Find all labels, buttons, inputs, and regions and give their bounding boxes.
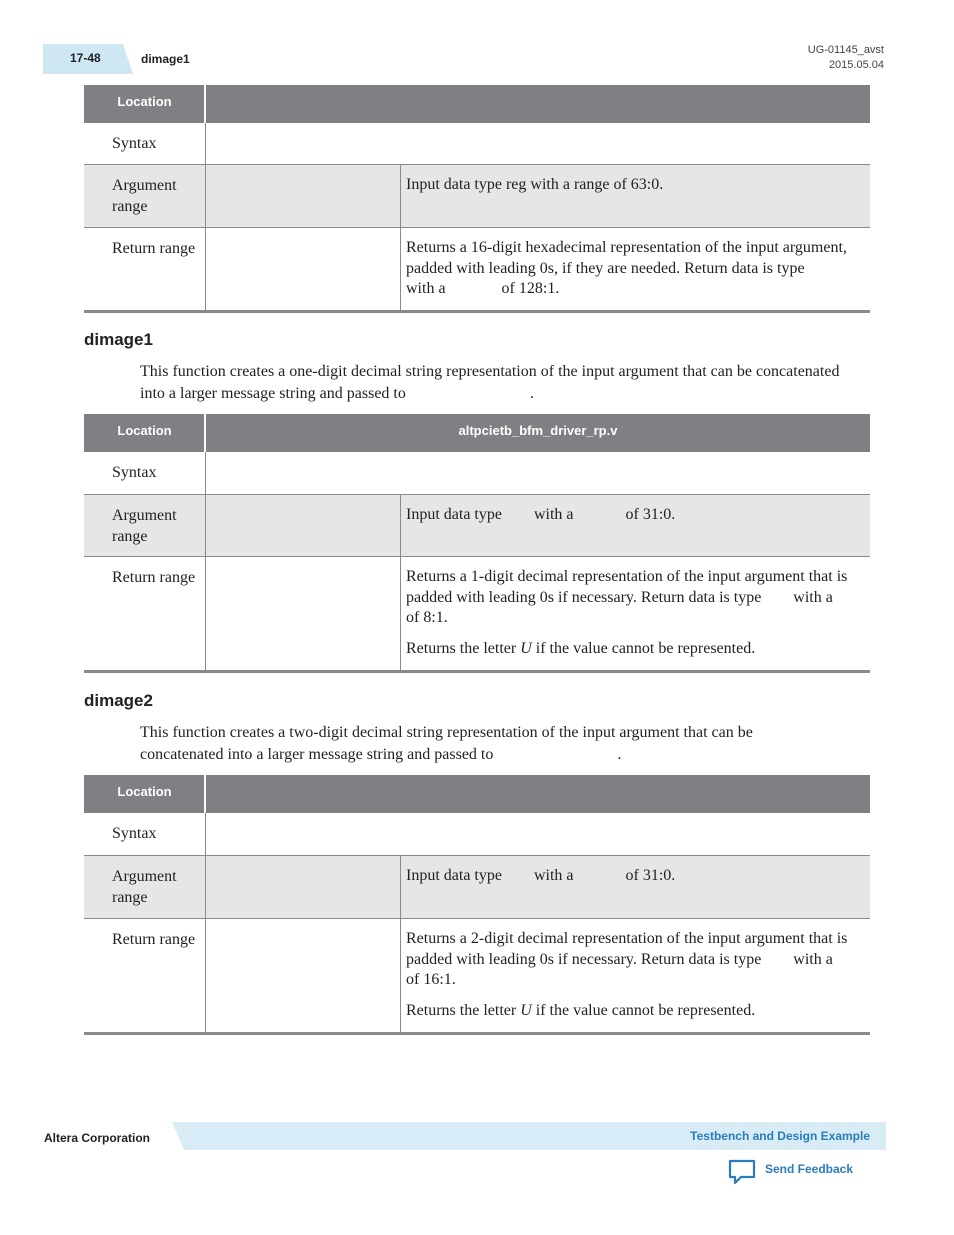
dimage1-table — [84, 414, 885, 673]
argument-label: Argument range — [112, 868, 177, 906]
return-row — [84, 557, 885, 670]
syntax-row — [84, 452, 870, 495]
doc-date: 2015.05.04 — [828, 59, 884, 71]
return-desc: Returns a 2-digit decimal representation of the input argument that is padded with leading 0s if necessary. Return data is type with a of 16:1. — [406, 930, 885, 988]
location-value — [206, 775, 870, 813]
argument-row — [84, 495, 870, 557]
location-value — [206, 85, 870, 123]
table-header-row — [84, 775, 870, 813]
location-value: altpcietb_bfm_driver_rp.v — [458, 423, 618, 438]
argument-label: Argument range — [112, 507, 177, 545]
dimage2-table — [84, 775, 885, 1035]
argument-row — [84, 856, 870, 919]
table-continued — [84, 85, 870, 313]
dimage1-heading: dimage1 — [84, 330, 153, 349]
dimage1-description: This function creates a one-digit decimal string representation of the input argument that can be concatenated into a larger message string and passed to . — [140, 363, 844, 402]
table-header-row — [84, 414, 870, 452]
dimage2-heading: dimage2 — [84, 691, 153, 710]
return-desc: Returns a 1-digit decimal representation of the input argument that is padded with leading 0s if necessary. Return data is type with a of 8:1. — [406, 568, 885, 626]
argument-desc: Input data type reg with a range of 63:0. — [406, 176, 664, 193]
syntax-row — [84, 123, 870, 165]
syntax-label: Syntax — [112, 135, 157, 152]
syntax-row — [84, 813, 870, 856]
page-number: 17-48 — [70, 51, 101, 65]
argument-desc: Input data type with a of 31:0. — [406, 506, 676, 523]
doc-id-block — [808, 43, 884, 73]
location-label: Location — [117, 423, 172, 438]
table-header-row — [84, 85, 870, 123]
running-header-title: dimage1 — [141, 52, 190, 66]
return-desc-block — [406, 929, 885, 1031]
location-label: Location — [117, 94, 172, 109]
footer-chapter-link[interactable]: Testbench and Design Example — [690, 1129, 870, 1143]
return-desc-block — [406, 567, 885, 669]
location-label: Location — [117, 784, 172, 799]
return-label: Return range — [112, 240, 196, 257]
doc-id: UG-01145_avst — [807, 44, 884, 56]
speech-bubble-icon[interactable] — [727, 1158, 757, 1191]
return-row — [84, 919, 885, 1032]
argument-desc: Input data type with a of 31:0. — [406, 867, 676, 884]
return-desc: Returns a 16-digit hexadecimal representation of the input argument, padded with leading 0s, if they are needed. Return data is type with a of 128:1. — [406, 239, 851, 297]
return-row — [84, 228, 870, 310]
return-label: Return range — [112, 569, 196, 586]
footer-company: Altera Corporation — [44, 1131, 151, 1145]
syntax-label: Syntax — [112, 825, 157, 842]
argument-row — [84, 165, 870, 228]
dimage2-description: This function creates a two-digit decimal string representation of the input argument that can be concatenated into a larger message string and passed to . — [140, 724, 757, 763]
argument-label: Argument range — [112, 177, 177, 215]
return-note: Returns the letter U if the value cannot be represented. — [406, 1001, 756, 1019]
syntax-label: Syntax — [112, 464, 157, 481]
send-feedback-link[interactable]: Send Feedback — [765, 1162, 854, 1176]
return-label: Return range — [112, 931, 196, 948]
return-note: Returns the letter U if the value cannot be represented. — [406, 639, 756, 657]
